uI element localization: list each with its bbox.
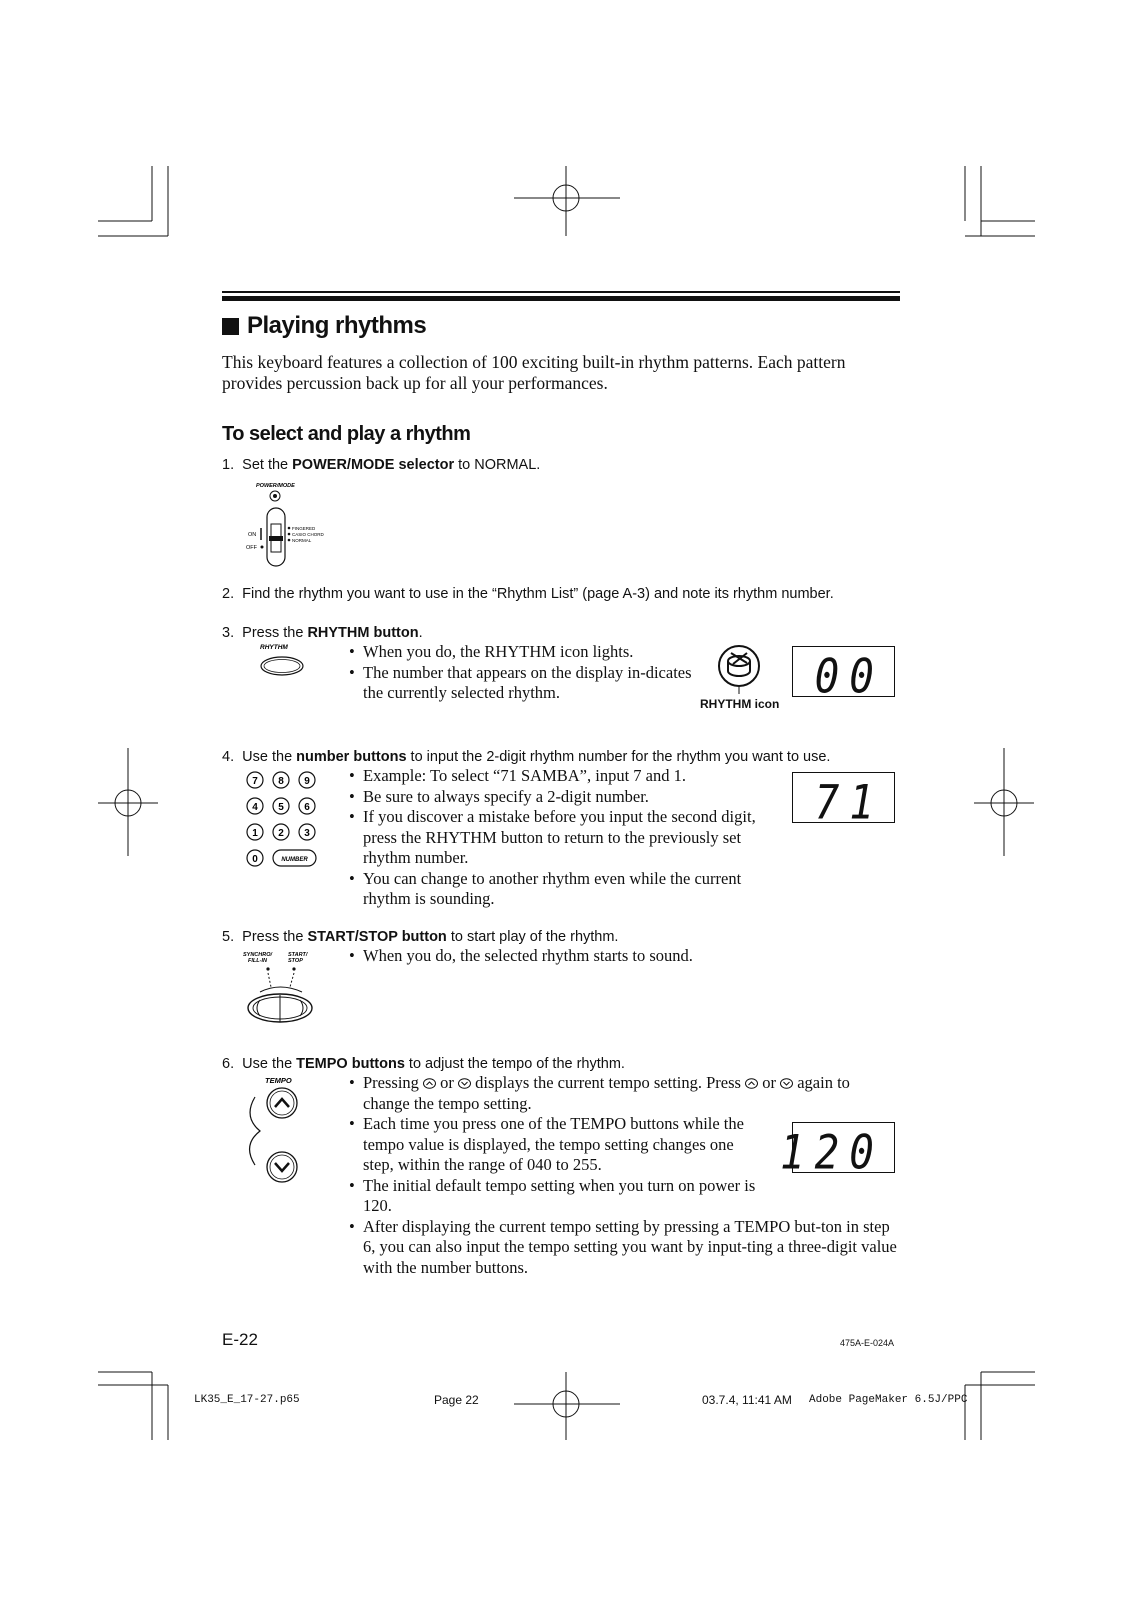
list-item: • After displaying the current tempo setting by pressing a TEMPO but-ton in step 6, you can also input the tempo setting you want by input-ting a three-digit value with the number buttons. bbox=[348, 1217, 900, 1279]
step-6: 6. Use the TEMPO buttons to adjust the tempo of the rhythm. bbox=[222, 1056, 625, 1072]
svg-text:ON: ON bbox=[248, 532, 257, 538]
list-item: • When you do, the RHYTHM icon lights. bbox=[348, 642, 700, 663]
list-item: • The initial default tempo setting when you turn on power is 120. bbox=[348, 1176, 763, 1217]
page-number: E-22 bbox=[222, 1330, 258, 1349]
svg-text:START/: START/ bbox=[288, 952, 308, 958]
svg-text:0: 0 bbox=[252, 854, 258, 865]
step-3-bullets bbox=[348, 642, 700, 704]
start-stop-button-illustration bbox=[240, 950, 340, 1030]
svg-text:5: 5 bbox=[278, 802, 284, 813]
step-5-bullets bbox=[348, 946, 768, 967]
drum-icon bbox=[717, 644, 763, 694]
step-4: 4. Use the number buttons to input the 2-digit rhythm number for the rhythm you want to use. bbox=[222, 749, 831, 765]
list-item: • Each time you press one of the TEMPO buttons while the tempo value is displayed, the tempo setting changes one step, within the range of 040 to 255. bbox=[348, 1114, 763, 1176]
svg-text:OFF: OFF bbox=[246, 545, 257, 551]
svg-text:CASIO CHORD: CASIO CHORD bbox=[292, 532, 324, 537]
square-bullet-icon bbox=[222, 318, 239, 335]
svg-text:8: 8 bbox=[278, 776, 284, 787]
list-item: • You can change to another rhythm even while the current rhythm is sounding. bbox=[348, 869, 763, 910]
list-item: • The number that appears on the display in-dicates the currently selected rhythm. bbox=[348, 663, 700, 704]
list-item: • If you discover a mistake before you input the second digit, press the RHYTHM button to return to the previously set rhythm number. bbox=[348, 807, 763, 869]
subsection-title: To select and play a rhythm bbox=[222, 423, 471, 445]
registration-target-left bbox=[98, 748, 158, 856]
svg-text:NUMBER: NUMBER bbox=[281, 857, 308, 863]
svg-text:7: 7 bbox=[252, 776, 258, 787]
tempo-down-icon bbox=[780, 1078, 793, 1089]
svg-text:TEMPO: TEMPO bbox=[265, 1076, 292, 1085]
registration-target-bottom bbox=[514, 1372, 620, 1440]
step-2: 2. Find the rhythm you want to use in the “Rhythm List” (page A-3) and note its rhythm number. bbox=[222, 586, 834, 602]
list-item: • When you do, the selected rhythm starts to sound. bbox=[348, 946, 768, 967]
svg-text:FINGERED: FINGERED bbox=[292, 526, 316, 531]
step-5: 5. Press the START/STOP button to start play of the rhythm. bbox=[222, 929, 619, 945]
section-title-text: Playing rhythms bbox=[247, 312, 427, 339]
list-item: • Pressing or displays the current tempo setting. Press or again to change the tempo setting. bbox=[348, 1073, 900, 1114]
header-rule-thick bbox=[222, 296, 900, 301]
display-samba-number: 71 bbox=[792, 772, 895, 823]
svg-text:3: 3 bbox=[304, 828, 310, 839]
svg-text:4: 4 bbox=[252, 802, 258, 813]
svg-text:9: 9 bbox=[304, 776, 310, 787]
svg-text:1: 1 bbox=[252, 828, 258, 839]
tempo-down-icon bbox=[458, 1078, 471, 1089]
step-4-bullets bbox=[348, 766, 763, 910]
number-buttons-illustration bbox=[245, 770, 335, 870]
step-1: 1. Set the POWER/MODE selector to NORMAL. bbox=[222, 457, 541, 473]
power-mode-selector-illustration bbox=[248, 480, 358, 575]
svg-text:RHYTHM: RHYTHM bbox=[260, 644, 288, 651]
tempo-up-icon bbox=[745, 1078, 758, 1089]
header-rule-thin bbox=[222, 291, 900, 293]
list-item: • Be sure to always specify a 2-digit number. bbox=[348, 787, 763, 808]
svg-text:SYNCHRO/: SYNCHRO/ bbox=[243, 952, 273, 958]
svg-text:POWER/MODE: POWER/MODE bbox=[256, 483, 295, 489]
file-name: LK35_E_17-27.p65 bbox=[194, 1394, 300, 1406]
rhythm-button-illustration bbox=[258, 642, 318, 682]
registration-target-top bbox=[514, 166, 620, 236]
svg-text:FILL-IN: FILL-IN bbox=[248, 958, 267, 964]
step-3: 3. Press the RHYTHM button. bbox=[222, 625, 423, 641]
print-page: Page 22 bbox=[434, 1393, 479, 1407]
document-code: 475A-E-024A bbox=[840, 1338, 895, 1348]
rhythm-icon-label: RHYTHM icon bbox=[700, 697, 780, 711]
registration-target-right bbox=[974, 748, 1034, 856]
print-app: Adobe PageMaker 6.5J/PPC bbox=[809, 1394, 968, 1406]
section-title bbox=[222, 312, 426, 340]
svg-text:STOP: STOP bbox=[288, 958, 303, 964]
svg-text:NORMAL: NORMAL bbox=[292, 538, 312, 543]
tempo-buttons-illustration bbox=[245, 1075, 315, 1185]
list-item: • Example: To select “71 SAMBA”, input 7 and 1. bbox=[348, 766, 763, 787]
print-timestamp: 03.7.4, 11:41 AM bbox=[702, 1393, 792, 1407]
display-tempo: 120 bbox=[792, 1122, 895, 1173]
display-rhythm-number: 00 bbox=[792, 646, 895, 697]
svg-text:2: 2 bbox=[278, 828, 284, 839]
intro-paragraph: This keyboard features a collection of 100 exciting built-in rhythm patterns. Each pattern provides percussion back up for all your performances. bbox=[222, 352, 846, 393]
svg-text:6: 6 bbox=[304, 802, 310, 813]
tempo-up-icon bbox=[423, 1078, 436, 1089]
